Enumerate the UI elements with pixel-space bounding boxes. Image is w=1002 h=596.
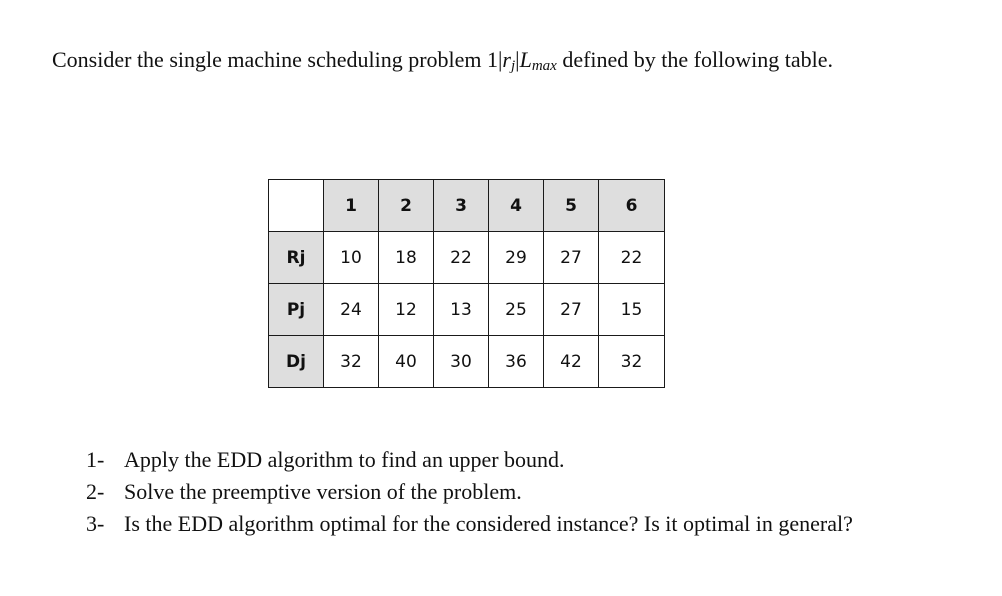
table-corner-cell — [269, 180, 324, 232]
table-cell: 12 — [379, 284, 434, 336]
question-number: 3- — [86, 511, 105, 536]
table-cell: 27 — [544, 232, 599, 284]
question-item-2 — [86, 476, 886, 508]
table-row-due-dates — [269, 336, 665, 388]
job-header-3: 3 — [434, 180, 489, 232]
table-cell: 42 — [544, 336, 599, 388]
question-item-3 — [86, 508, 886, 540]
table-cell: 40 — [379, 336, 434, 388]
job-header-5: 5 — [544, 180, 599, 232]
table-cell: 10 — [324, 232, 379, 284]
table-cell: 27 — [544, 284, 599, 336]
question-number: 2- — [86, 479, 105, 504]
math-separator: | — [515, 47, 520, 72]
table-cell: 32 — [324, 336, 379, 388]
job-data-table — [268, 179, 665, 388]
table-row-processing-times — [269, 284, 665, 336]
question-text: Apply the EDD algorithm to find an upper bound. — [124, 447, 565, 472]
question-text: Is the EDD algorithm optimal for the considered instance? Is it optimal in general? — [124, 511, 853, 536]
lmax-symbol: $L_{max}$ — [519, 47, 557, 74]
table-cell: 22 — [599, 232, 665, 284]
job-header-6: 6 — [599, 180, 665, 232]
release-date-symbol: $r_j$ — [502, 47, 516, 74]
job-header-2: 2 — [379, 180, 434, 232]
table-cell: 32 — [599, 336, 665, 388]
table-cell: 18 — [379, 232, 434, 284]
question-item-1 — [86, 444, 886, 476]
table-cell: 22 — [434, 232, 489, 284]
problem-statement — [52, 44, 884, 76]
job-header-4: 4 — [489, 180, 544, 232]
row-label-pj: Pj — [269, 284, 324, 336]
row-label-rj: Rj — [269, 232, 324, 284]
table-cell: 15 — [599, 284, 665, 336]
intro-text-before: Consider the single machine scheduling problem 1| — [52, 47, 503, 72]
table-header-row — [269, 180, 665, 232]
table-cell: 24 — [324, 284, 379, 336]
table-cell: 29 — [489, 232, 544, 284]
table-cell: 36 — [489, 336, 544, 388]
question-text: Solve the preemptive version of the problem. — [124, 479, 522, 504]
intro-text-after: defined by the following table. — [556, 47, 833, 72]
table-row-release-dates — [269, 232, 665, 284]
row-label-dj: Dj — [269, 336, 324, 388]
job-header-1: 1 — [324, 180, 379, 232]
table-cell: 30 — [434, 336, 489, 388]
question-list — [86, 444, 886, 540]
question-number: 1- — [86, 447, 105, 472]
table-cell: 13 — [434, 284, 489, 336]
table-cell: 25 — [489, 284, 544, 336]
